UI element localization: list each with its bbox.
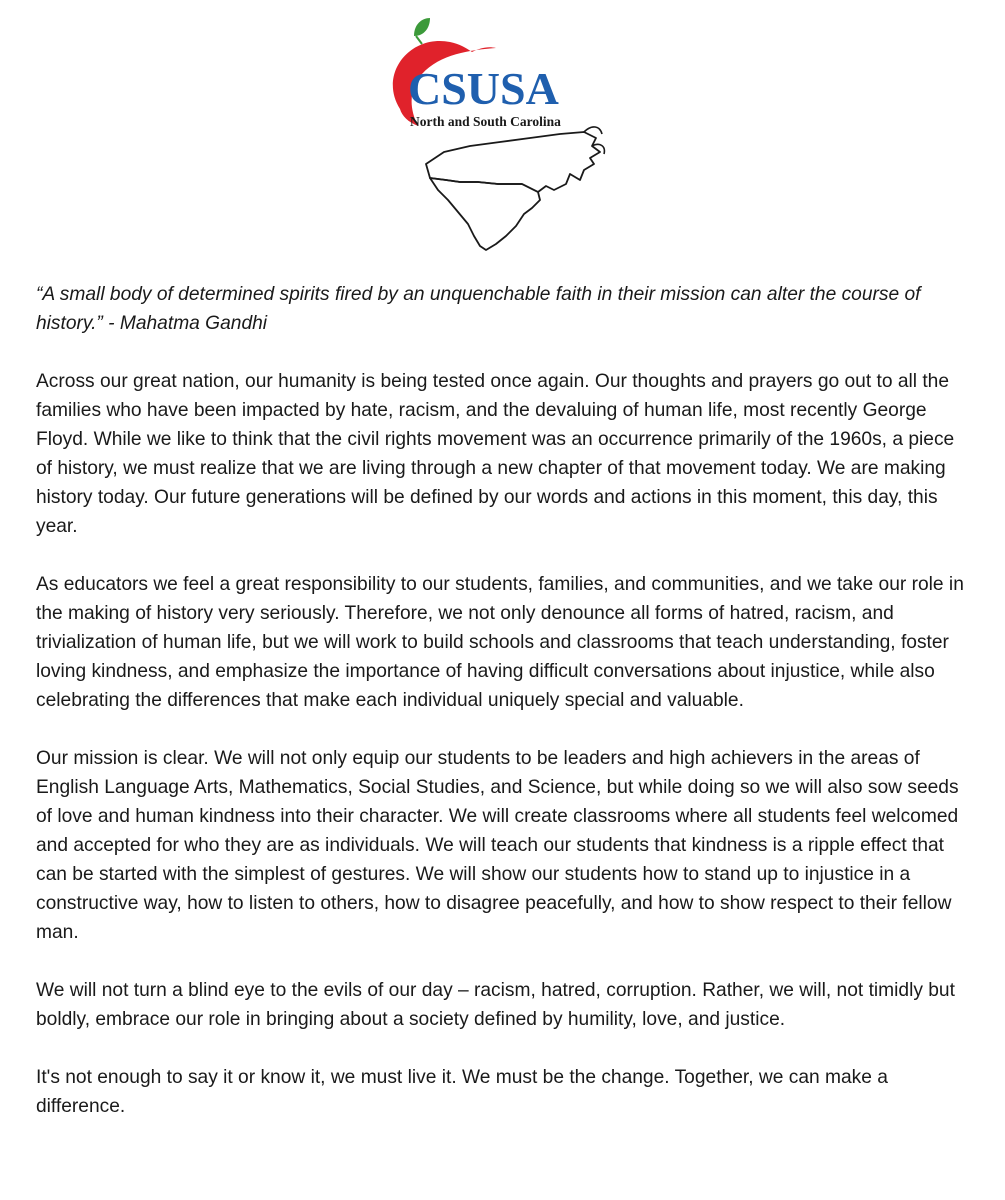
paragraph-1: Across our great nation, our humanity is being tested once again. Our thoughts and prayers go out to all the families who have been impacted by hate, racism, and the devaluing of human life, most recently George Floyd. While we like to think that the civil rights movement was an occurrence primarily of the 1960s, a piece of history, we must realize that we are living through a new chapter of that movement today. We are making history today. Our future generations will be defined by our words and actions in this moment, this day, this year. [36, 371, 955, 537]
opening-quote: “A small body of determined spirits fired by an unquenchable faith in their mission can alter the course of history.” - Mahatma Gandhi [36, 284, 921, 334]
letter-body [36, 280, 966, 1150]
leaf-icon [414, 18, 430, 36]
logo-brand-text: CSUSA [408, 63, 559, 114]
csusa-logo [370, 14, 610, 254]
north-carolina-outline-icon [426, 132, 600, 192]
paragraph-3: Our mission is clear. We will not only equip our students to be leaders and high achievers in the areas of English Language Arts, Mathematics, Social Studies, and Science, but while doing so we will also sow seeds of love and human kindness into their character. We will create classrooms where all students feel welcomed and accepted for who they are as individuals. We will teach our students that kindness is a ripple effect that can be started with the simplest of gestures. We will show our students how to stand up to injustice in a constructive way, how to listen to others, how to disagree peacefully, and how to show respect to their fellow man. [36, 748, 959, 943]
logo-region-text: North and South Carolina [410, 114, 561, 129]
logo-graphic [370, 14, 610, 254]
paragraph-2: As educators we feel a great responsibility to our students, families, and communities, and we take our role in the making of history very seriously. Therefore, we not only denounce all forms of hatred, racism, and trivialization of human life, but we will work to build schools and classrooms that teach understanding, foster loving kindness, and emphasize the importance of having difficult conversations about injustice, while also celebrating the differences that make each individual uniquely special and valuable. [36, 574, 964, 711]
paragraph-4: We will not turn a blind eye to the evils of our day – racism, hatred, corruption. Rather, we will, not timidly but boldly, embrace our role in bringing about a society defined by humility, love, and justice. [36, 980, 955, 1030]
south-carolina-outline-icon [430, 178, 540, 250]
paragraph-5: It's not enough to say it or know it, we must live it. We must be the change. Together, we can make a difference. [36, 1067, 888, 1117]
